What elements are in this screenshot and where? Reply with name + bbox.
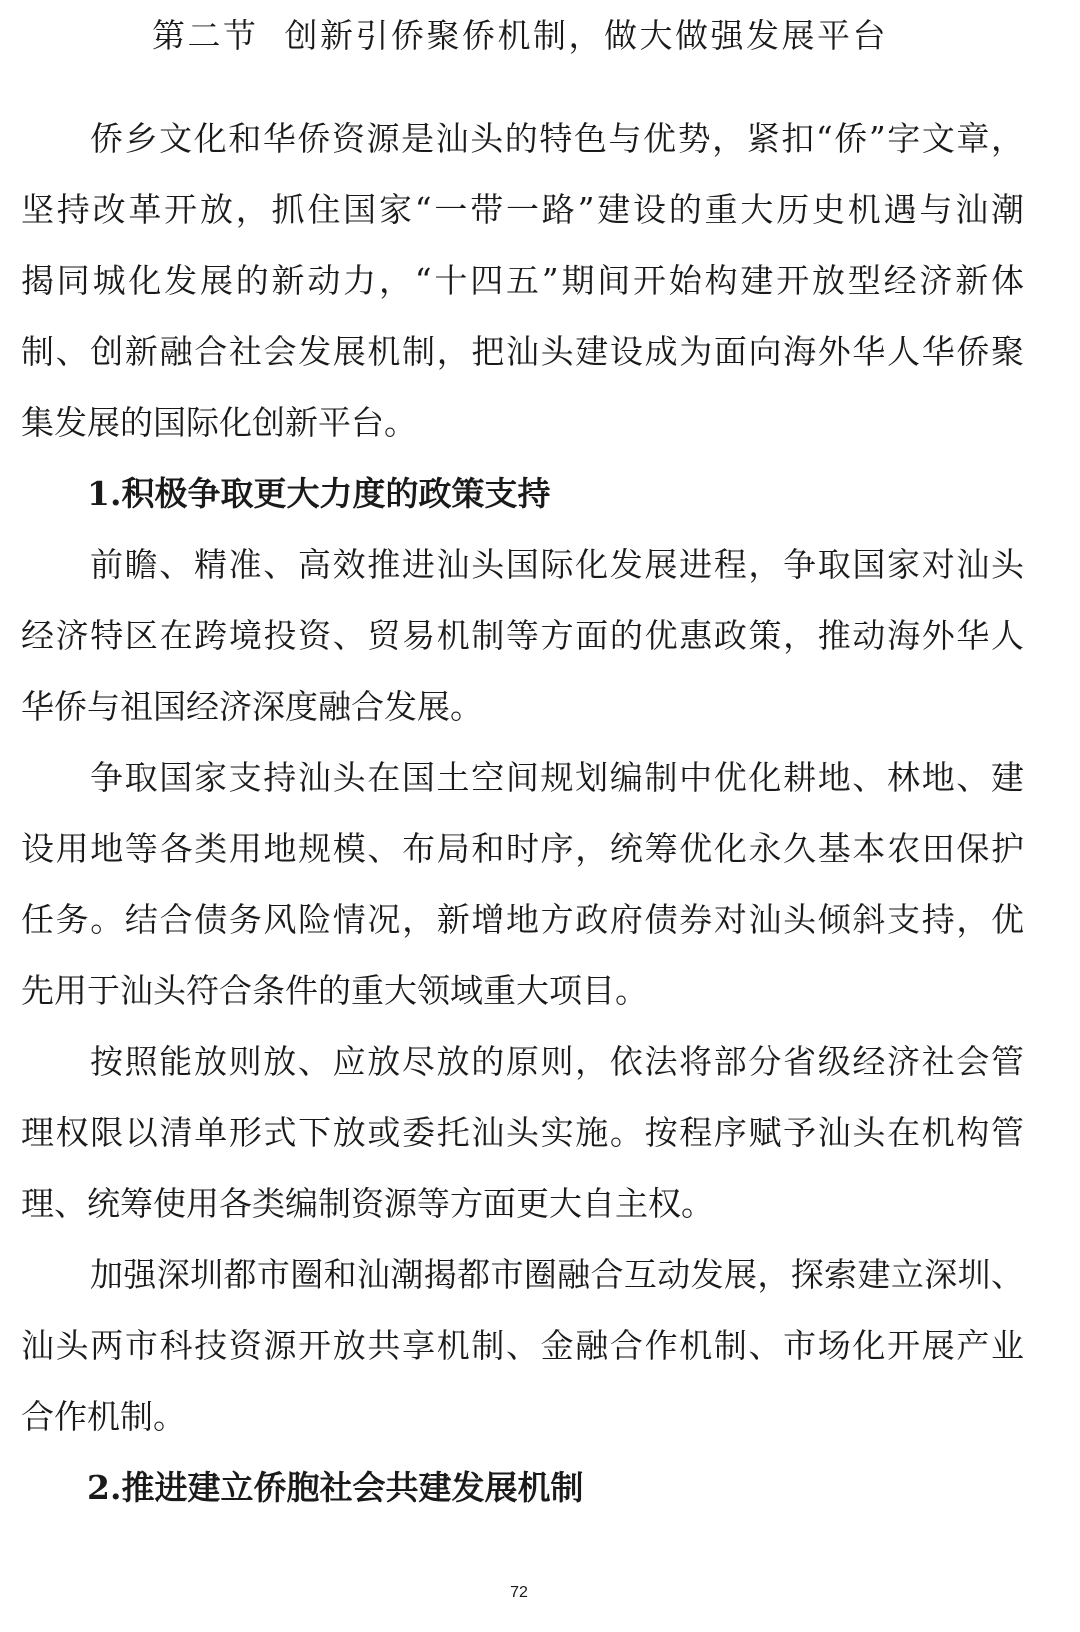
- intro-paragraph: [21, 103, 1024, 458]
- section-title: 第二节 创新引侨聚侨机制，做大做强发展平台: [152, 16, 888, 55]
- text-line: 坚持改革开放，抓住国家“一带一路”建设的重大历史机遇与汕潮: [21, 190, 1024, 229]
- text-line: 合作机制。: [21, 1397, 186, 1436]
- subsection-heading: 2.推进建立侨胞社会共建发展机制: [87, 1468, 584, 1507]
- paragraph: [21, 1026, 1024, 1239]
- text-line: 制、创新融合社会发展机制，把汕头建设成为面向海外华人华侨聚: [21, 332, 1024, 371]
- text-line: 前瞻、精准、高效推进汕头国际化发展进程，争取国家对汕头: [90, 545, 1024, 584]
- text-line: 理、统筹使用各类编制资源等方面更大自主权。: [21, 1184, 714, 1223]
- text-line: 理权限以清单形式下放或委托汕头实施。按程序赋予汕头在机构管: [21, 1113, 1024, 1152]
- text-line: 侨乡文化和华侨资源是汕头的特色与优势，紧扣“侨”字文章，: [90, 119, 1024, 158]
- text-line: 汕头两市科技资源开放共享机制、金融合作机制、市场化开展产业: [21, 1326, 1024, 1365]
- paragraph: [21, 1239, 1024, 1452]
- text-line: 设用地等各类用地规模、布局和时序，统筹优化永久基本农田保护: [21, 829, 1024, 868]
- paragraph: [21, 529, 1024, 742]
- text-line: 加强深圳都市圈和汕潮揭都市圈融合互动发展，探索建立深圳、: [90, 1255, 1024, 1294]
- text-line: 集发展的国际化创新平台。: [21, 403, 417, 442]
- text-line: 华侨与祖国经济深度融合发展。: [21, 687, 483, 726]
- text-line: 任务。结合债务风险情况，新增地方政府债券对汕头倾斜支持，优: [21, 900, 1024, 939]
- text-line: 争取国家支持汕头在国土空间规划编制中优化耕地、林地、建: [90, 758, 1024, 797]
- text-line: 按照能放则放、应放尽放的原则，依法将部分省级经济社会管: [90, 1042, 1024, 1081]
- subsection-heading: 1.积极争取更大力度的政策支持: [87, 474, 551, 513]
- text-line: 先用于汕头符合条件的重大领域重大项目。: [21, 971, 648, 1010]
- paragraph: [21, 742, 1024, 1026]
- text-line: 经济特区在跨境投资、贸易机制等方面的优惠政策，推动海外华人: [21, 616, 1024, 655]
- document-body: [21, 103, 1024, 1523]
- page-number: 72: [510, 1584, 528, 1601]
- text-line: 揭同城化发展的新动力，“十四五”期间开始构建开放型经济新体: [21, 261, 1024, 300]
